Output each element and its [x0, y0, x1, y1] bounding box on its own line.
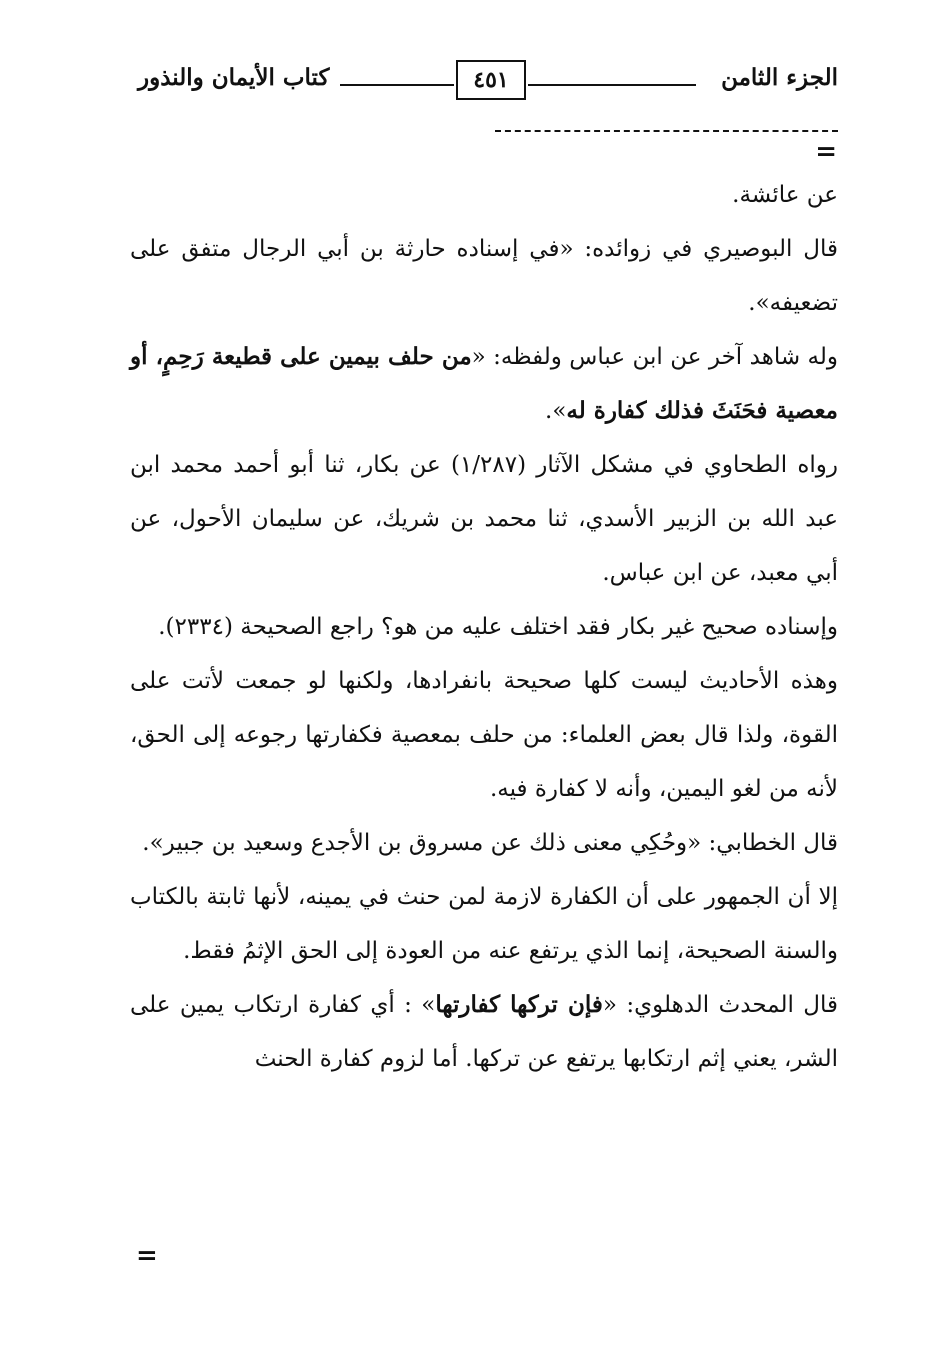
text-segment: وإسناده صحيح غير بكار فقد اختلف عليه من هو؟ راجع الصحيحة (٢٣٣٤). — [158, 614, 838, 640]
page-header — [130, 58, 838, 108]
text-segment: قال المحدث الدهلوي: « — [602, 992, 838, 1018]
hadith-quote: فإن تركها كفارتها — [435, 991, 603, 1018]
page-number: ٤٥١ — [456, 60, 526, 100]
footnote-separator — [495, 130, 838, 132]
text-segment: ». — [545, 398, 567, 424]
hadith-quote: من حلف بيمين على قطيعة رَحِمٍ، أو معصية فحَنَثَ فذلك كفارة له — [130, 343, 838, 424]
paragraph-p2 — [130, 222, 838, 330]
text-segment: رواه الطحاوي في مشكل الآثار (١/٢٨٧) عن بكار، ثنا أبو أحمد محمد ابن عبد الله بن الزبير الأسدي، ثنا محمد بن شريك، عن سليمان الأحول، عن أبي معبد، عن ابن عباس. — [130, 452, 838, 586]
text-segment: قال الخطابي: «وحُكِي معنى ذلك عن مسروق بن الأجدع وسعيد بن جبير». — [142, 830, 838, 856]
footnote-text — [130, 168, 838, 1086]
text-segment: عن عائشة. — [732, 182, 838, 208]
continuation-mark-bottom: = — [136, 1241, 158, 1271]
paragraph-p4 — [130, 438, 838, 600]
text-segment: قال البوصيري في زوائده: «في إسناده حارثة بن أبي الرجال متفق على تضعيفه». — [130, 236, 838, 316]
paragraph-p3 — [130, 330, 838, 438]
paragraph-p5 — [130, 600, 838, 654]
paragraph-p1 — [130, 168, 838, 222]
text-segment: وله شاهد آخر عن ابن عباس ولفظه: « — [471, 344, 838, 370]
text-segment: » : أي كفارة ارتكاب يمين على الشر، يعني إثم ارتكابها يرتفع عن تركها. أما لزوم كفارة الحنث — [130, 992, 838, 1072]
paragraph-p6 — [130, 654, 838, 816]
header-rule-right — [528, 84, 696, 86]
continuation-mark-top: = — [815, 137, 837, 167]
paragraph-p8 — [130, 870, 838, 978]
header-rule-left — [340, 84, 454, 86]
paragraph-p9 — [130, 978, 838, 1086]
text-segment: إلا أن الجمهور على أن الكفارة لازمة لمن حنث في يمينه، لأنها ثابتة بالكتاب والسنة الصحيحة، إنما الذي يرتفع عنه من العودة إلى الحق الإثمُ فقط. — [130, 884, 838, 964]
text-segment: وهذه الأحاديث ليست كلها صحيحة بانفرادها، ولكنها لو جمعت لأتت على القوة، ولذا قال بعض العلماء: من حلف بمعصية فكفارتها رجوعه إلى الحق، لأنه من لغو اليمين، وأنه لا كفارة فيه. — [130, 668, 838, 802]
book-title: كتاب الأيمان والنذور — [138, 64, 330, 91]
part-label: الجزء الثامن — [721, 64, 838, 91]
paragraph-p7 — [130, 816, 838, 870]
